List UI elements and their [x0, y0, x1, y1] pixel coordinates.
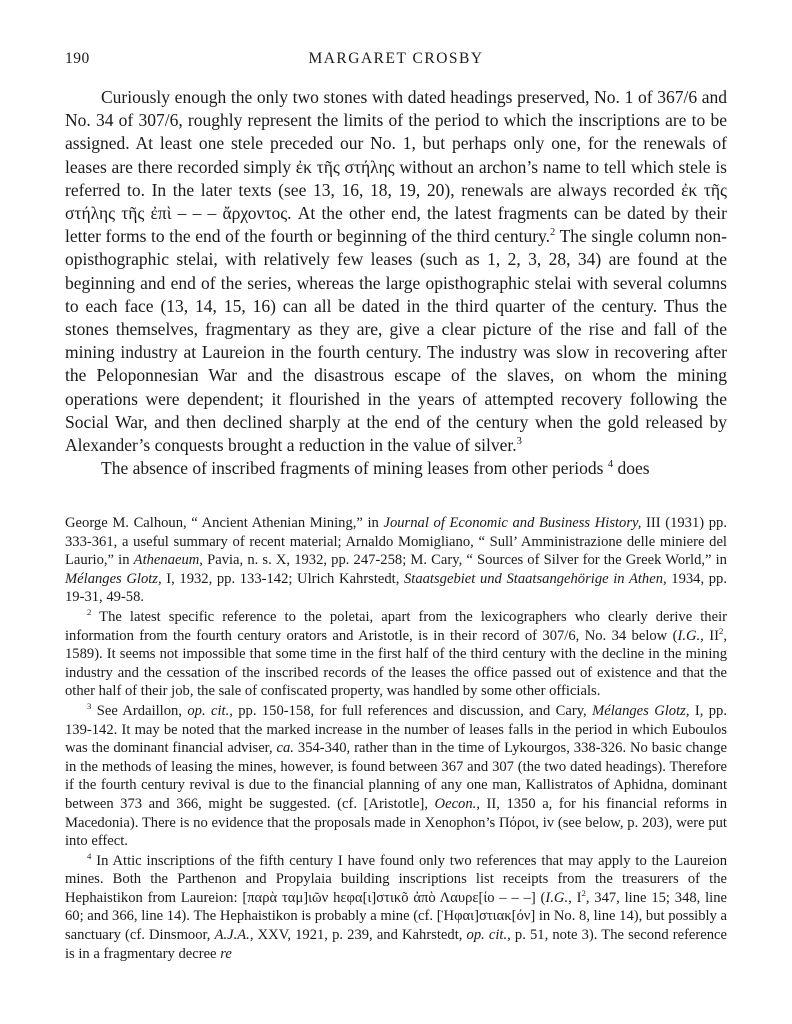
footnote-ref-3[interactable]: 3 [516, 436, 522, 448]
footnote-2: $^2$ The latest specific reference to the poletai, apart from the lexicographers who clearly derive their information from the fourth century orators and Aristotle, is in their record of 307/6, No. 34 below (I.G., $II^2$, 1589). It seems not impossible that some time in the first half of the third century with the decline in the mining industry and the cessation of the inscribed records of the leases the office passed out of existence and that the other half of their job, the sale of confiscated property, was handled by some other officials. [65, 607, 727, 700]
footnotes [65, 514, 727, 964]
running-head: MARGARET CROSBY [308, 50, 484, 67]
footnote-2-mark: 2 [87, 607, 92, 618]
footnote-3: $^3$ See Ardaillon, op. cit., pp. 150-158, for full references and discussion, and Cary, Mélanges Glotz, I, pp. 139-142. It may be noted that the marked increase in the number of leases falls in the period in which Euboulos was the dominant financial adviser, ca. 354-340, rather than in the time of Lykourgos, 338-326. No basic change in the methods of leasing the mines, however, is found between 367 and 307 (the two dated headings). Therefore if the fourth century revival is due to the financial planning of any one man, Kallistratos of Aphidna, dominant between 373 and 366, might be suggested. (cf. [Aristotle], Oecon., II, 1350 a, for his financial reforms in Macedonia). There is no evidence that the proposals made in Xenophon’s Πόροι, iv (see below, p. 203), were put into effect. [65, 701, 728, 850]
footnote-ref-4[interactable]: 4 [607, 459, 614, 471]
footnote-4: $^4$ In Attic inscriptions of the fifth century I have found only two references that may apply to the Laureion mines. Both the Parthenon and Propylaia building inscriptions list receipts from the treasurers of the Hephaistikon from Laureion: [παρὰ ταμ]ιῶν hεφα[ι]στικõ ἀπὸ Λαυρε[ίο – – –] (I.G., $I^2$, 347, line 15; 348, line 60; and 366, line 14). The Hephaistikon is probably a mine (cf. [Ἡφαι]στιακ[όν] in No. 8, line 14), but possibly a sanctuary (cf. Dinsmoor, A.J.A., XXV, 1921, p. 239, and Kahrstedt, op. cit., p. 51, note 3). The second reference is in a fragmentary decree re [65, 850, 728, 962]
body-text [65, 86, 727, 480]
page-number: 190 [65, 50, 90, 67]
body-paragraph-2: The absence of inscribed fragments of mining leases from other periods $^4$ does [101, 458, 650, 479]
footnote-continuation: George M. Calhoun, “ Ancient Athenian Mining,” in Journal of Economic and Business History, III (1931) pp. 333-361, a useful summary of recent material; Arnaldo Momigliano, “ Sull’ Amministrazione delle miniere del Laurio,” in Athenaeum, Pavia, n. s. X, 1932, pp. 247-258; M. Cary, “ Sources of Silver for the Greek World,” in Mélanges Glotz, I, 1932, pp. 133-142; Ulrich Kahrstedt, Staatsgebiet und Staatsangehörige in Athen, 1934, pp. 19-31, 49-58. [65, 515, 727, 606]
footnote-ref-2[interactable]: 2 [550, 227, 556, 239]
footnote-4-mark: 4 [87, 850, 92, 861]
footnote-3-mark: 3 [87, 701, 92, 712]
body-paragraph-1: Curiously enough the only two stones with dated headings preserved, No. 1 of 367/6 and No. 34 of 307/6, roughly represent the limits of the period to which the inscriptions are to be assigned. At least one stele preceded our No. 1, but perhaps only one, for the renewals of leases are there recorded simply ἐκ τῆς στήλης without an archon’s name to tell which stele is referred to. In the later texts (see 13, 16, 18, 19, 20), renewals are always recorded ἐκ τῆς στήλης τῆς ἐπὶ – – – ἄρχοντος. At the other end, the latest fragments can be dated by their letter forms to the end of the fourth or beginning of the third century.$^2$ The single column non-opisthographic stelai, with relatively few leases (such as 1, 2, 3, 28, 34) are found at the beginning and end of the series, whereas the large opisthographic stelai with several columns to each face (13, 14, 15, 16) can all be dated in the third quarter of the century. Thus the stones themselves, fragmentary as they are, give a clear picture of the rise and fall of the mining industry at Laureion in the fourth century. The industry was slow in recovering after the Peloponnesian War and the disastrous escape of the slaves, on whom the mining operations were dependent; it flourished in the years of attempted recovery following the Social War, and then declined sharply at the end of the century when the gold released by Alexander’s conquests brought a reduction in the value of silver.$^3$ [65, 87, 727, 456]
